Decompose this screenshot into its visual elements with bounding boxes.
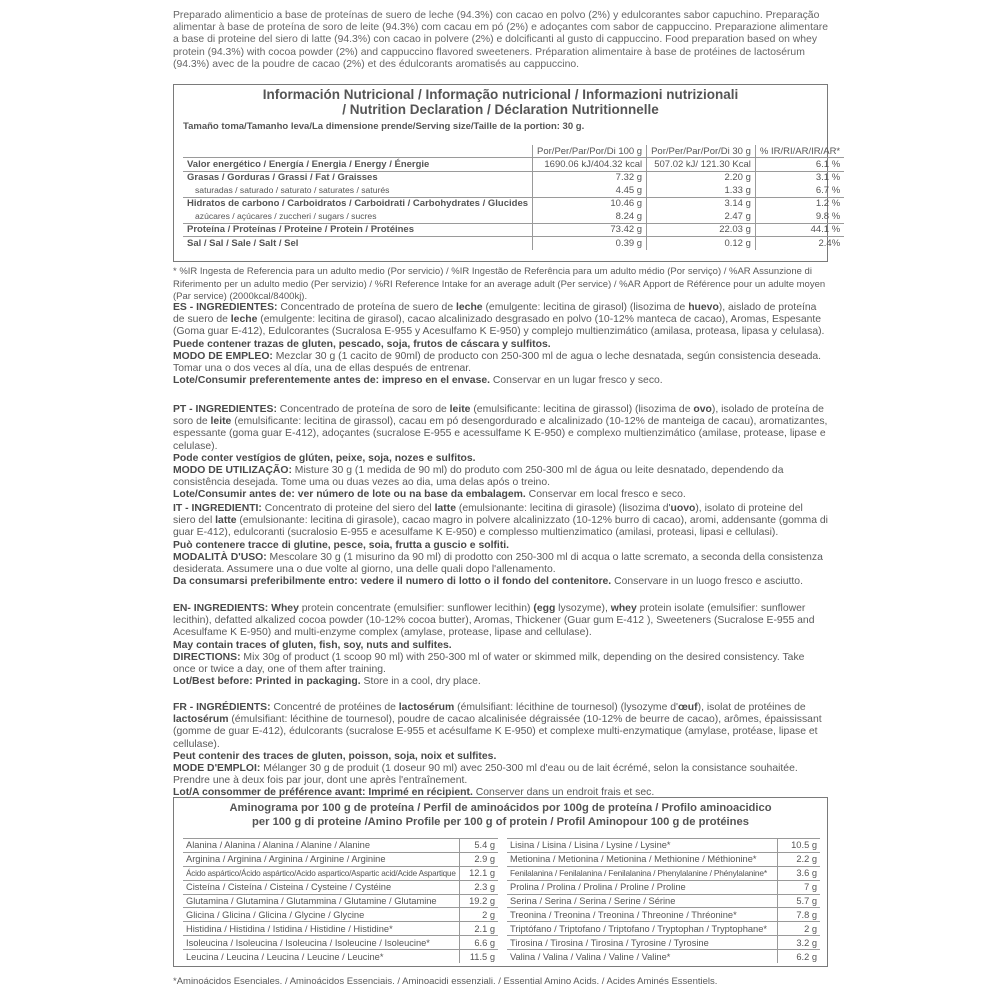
nutrient-value-100g: 4.45 g <box>533 184 647 197</box>
amino-value: 5.4 g <box>459 839 498 853</box>
allergen: leche <box>456 302 483 313</box>
it-ingredients-label: IT - INGREDIENTI: <box>173 503 262 514</box>
table-row <box>183 852 498 866</box>
nutrient-label: saturadas / saturado / saturato / saturates / saturés <box>195 185 390 196</box>
pt-lot-label: Lote/Consumir antes de: ver número de lote ou na base da embalagem. <box>173 489 526 501</box>
pt-text: Concentrado de proteína de soro de <box>276 404 450 415</box>
amino-value: 2 g <box>459 908 498 922</box>
pt-ingredients-label: PT - INGREDIENTES: <box>173 404 277 415</box>
table-row <box>183 866 498 880</box>
amino-name: Tirosina / Tirosina / Tirosina / Tyrosine / Tyrosine <box>507 936 777 950</box>
table-row <box>507 908 820 922</box>
table-row <box>183 184 844 197</box>
nutrition-header-blank <box>183 145 533 158</box>
es-lot-label: Lote/Consumir preferentemente antes de: impreso en el envase. <box>173 375 491 387</box>
allergen: œuf <box>678 702 698 713</box>
nutrient-label: azúcares / açúcares / zuccheri / sugars / sucres <box>195 211 377 222</box>
section-en <box>173 603 828 688</box>
allergen: huevo <box>688 302 719 313</box>
table-row <box>183 171 844 184</box>
allergen: ovo <box>693 404 712 415</box>
pt-text: (emulsificante: lecitina de girassol) (lisozima de <box>470 404 694 415</box>
amino-name: Ácido aspártico/Ácido aspártico/Acido aspartico/Aspartic acid/Acide Aspartique <box>183 866 459 880</box>
allergen: leite <box>210 416 232 428</box>
amino-name: Arginina / Arginina / Arginina / Arginine / Arginine <box>183 852 459 866</box>
fr-usage-text: Mélanger 30 g de produit (1 doseur 90 ml) avec 250-300 ml d'eau ou de lait écrémé, selon la consistance souhaitée. Prendre une à deux fois par jour, dont une après l'entraînement. <box>173 763 798 787</box>
col-per-100g: Por/Per/Par/Por/Di 100 g <box>533 145 647 158</box>
en-traces: May contain traces of gluten, fish, soy, nuts and sulfites. <box>173 639 452 651</box>
pt-traces: Pode conter vestígios de glúten, peixe, soja, nozes e sulfitos. <box>173 452 476 464</box>
amino-value: 5.7 g <box>777 894 820 908</box>
fr-traces: Peut contenir des traces de gluten, poisson, soja, noix et sulfites. <box>173 750 497 762</box>
nutrient-value-30g: 507.02 kJ/ 121.30 Kcal <box>647 158 756 172</box>
amino-name: Triptófano / Triptofano / Triptofano / Tryptophan / Tryptophane* <box>507 922 777 936</box>
amino-name: Isoleucina / Isoleucina / Isoleucina / Isoleucine / Isoleucine* <box>183 936 459 950</box>
amino-value: 6.2 g <box>777 950 820 963</box>
table-row <box>507 936 820 950</box>
amino-value: 2 g <box>777 922 820 936</box>
nutrient-ri: 9.8 % <box>755 210 844 223</box>
amino-name: Valina / Valina / Valina / Valine / Valine* <box>507 950 777 963</box>
nutrient-value-100g: 73.42 g <box>533 223 647 237</box>
fr-lot-label: Lot/A consommer de préférence avant: Imprimé en récipient. <box>173 787 473 799</box>
table-row <box>507 950 820 963</box>
amino-name: Fenilalanina / Fenilalanina / Fenilalanina / Phenylalanine / Phénylalanine* <box>507 866 777 880</box>
es-text: (emulgente: lecitina de girasol), cacao alcalinizado desgrasado en polvo (10-12% manteca de cacao), Aromas, Espesante (Goma guar E-412), Edulcorantes (Sucralosa E-955 y Acesulfamo K E-950) y complejo multienzimático (amilasa, proteasa, lipasa y celulasa). <box>173 314 825 338</box>
section-pt <box>173 404 828 502</box>
amino-name: Treonina / Treonina / Treonina / Threonine / Thréonine* <box>507 908 777 922</box>
en-usage-label: DIRECTIONS: <box>173 651 241 663</box>
allergen: leche <box>230 314 258 326</box>
amino-value: 7.8 g <box>777 908 820 922</box>
en-usage-text: Mix 30g of product (1 scoop 90 ml) with 250-300 ml of water or skimmed milk, depending on the desired consistency. Take once or twice a day, one of them after training. <box>173 651 805 676</box>
aminogram-box <box>173 797 828 967</box>
table-row <box>183 880 498 894</box>
amino-name: Histidina / Histidina / Istidina / Histidine / Histidine* <box>183 922 459 936</box>
en-text: lysozyme), <box>555 603 611 614</box>
amino-name: Lisina / Lisina / Lisina / Lysine / Lysine* <box>507 839 777 853</box>
nutrient-value-100g: 8.24 g <box>533 210 647 223</box>
it-storage-text: Conservare in un luogo fresco e asciutto. <box>611 576 803 588</box>
nutrient-label: Sal / Sal / Sale / Salt / Sel <box>183 237 533 250</box>
amino-value: 3.6 g <box>777 866 820 880</box>
table-row <box>183 936 498 950</box>
it-text: ), isolato di proteine del siero del <box>173 503 803 527</box>
table-row <box>507 922 820 936</box>
amino-name: Serina / Serina / Serina / Serine / Sérine <box>507 894 777 908</box>
amino-footnote: *Aminoácidos Esenciales. / Aminoácidos Essenciais. / Aminoacidi essenziali. / Essential Amino Acids. / Acides Aminés Essentiels. <box>173 976 718 987</box>
amino-value: 2.1 g <box>459 922 498 936</box>
allergen: Whey <box>268 603 299 614</box>
pt-usage-text: Misture 30 g (1 medida de 90 ml) do produto com 250-300 ml de água ou leite desnatado, dependendo da consistência desejada. Tome uma ou duas vezes ao dia, uma delas após o treino. <box>173 465 784 489</box>
es-traces: Puede contener trazas de gluten, pescado, soja, frutos de cáscara y sulfitos. <box>173 338 551 350</box>
fr-text: ), isolat de protéines de <box>697 702 806 713</box>
aminogram-title-line2: per 100 g di proteine /Amino Profile per 100 g of protein / Profil Aminopour 100 g de protéines <box>252 816 749 828</box>
allergen: whey <box>610 603 637 614</box>
amino-value: 3.2 g <box>777 936 820 950</box>
nutrient-ri: 44.1 % <box>755 223 844 237</box>
section-fr <box>173 702 828 800</box>
it-text: (emulsionante: lecitina di girasole), cacao magro in polvere alcalinizzato (10-12% burro di cacao), aromi, addensante (gomma di guar E-412), edulcoranti (sucralosio E-955 e acesulfame K E-950) e complesso multienzimatico (amilasi, proteasi, lipasi e cellulasi). <box>173 515 828 539</box>
nutrient-ri: 2.4% <box>755 237 844 250</box>
serving-size: Tamaño toma/Tamanho leva/La dimensione prende/Serving size/Taille de la portion: 30 g. <box>183 121 585 132</box>
pt-usage-label: MODO DE UTILIZAÇÃO: <box>173 465 292 477</box>
nutrition-table <box>183 145 844 250</box>
allergen: (egg <box>533 603 556 614</box>
section-es <box>173 302 828 387</box>
table-row <box>183 197 844 210</box>
pt-text: (emulsificante: lecitina de girassol), cacau em pó desengordurado e alcalinizado (10-12% de manteiga de cacau), aromatizantes, espessante (goma guar E-412), adoçantes (sucralose E-955 e acessulfame K E-950) e complexo multienzimático (amilase, protease, lipase e celulase). <box>173 416 828 452</box>
amino-value: 19.2 g <box>459 894 498 908</box>
en-ingredients-label: EN- INGREDIENTS: <box>173 603 269 614</box>
amino-value: 2.9 g <box>459 852 498 866</box>
it-usage-text: Mescolare 30 g (1 misurino da 90 ml) di prodotto con 250-300 ml di acqua o latte scremato, a seconda della consistenza desiderata. Assumere una o due volte al giorno, una delle quali dopo l'allenamento. <box>173 551 823 576</box>
nutrient-value-30g: 1.33 g <box>647 184 756 197</box>
col-ri: % IR/RI/AR/IR/AR* <box>755 145 844 158</box>
col-per-30g: Por/Per/Par/Por/Di 30 g <box>647 145 756 158</box>
ri-footnote: * %IR Ingesta de Referencia para un adulto medio (Por servicio) / %IR Ingestão de Referência para um adulto médio (Por serviço) / %AR Assunzione di Riferimento per un adulto medio (Per servizio) / %RI Reference Intake for an average adult (Per service) / %AR Apport de Référence pour un adulte moyen (Par service) (2000kcal/8400kj). <box>173 266 826 303</box>
aminogram-title <box>174 801 827 829</box>
table-row <box>507 866 820 880</box>
nutrient-value-100g: 7.32 g <box>533 171 647 184</box>
it-text: Concentrato di proteine del siero del <box>261 503 435 514</box>
fr-storage-text: Conserver dans un endroit frais et sec. <box>472 787 655 799</box>
table-row <box>183 237 844 250</box>
nutrient-ri: 3.1 % <box>755 171 844 184</box>
allergen: lactosérum <box>173 714 229 726</box>
intro-paragraph: Preparado alimenticio a base de proteínas de suero de leche (94.3%) con cacao en polvo (2%) y edulcorantes sabor capuchino. Preparação alimentar à base de proteína de soro de leite (94.3%) com cacau em pó (2%) e adoçantes com sabor de cappuccino. Preparazione alimentare a base di proteine del siero di latte (94.3%) con cacao in polvere (2%) e dolcificanti al gusto di cappuccino. Food preparation based on whey protein (94.3%) with cocoa powder (2%) and cappuccino flavored sweeteners. Préparation alimentaire à base de protéines de lactosérum (94.3%) avec de la poudre de cacao (2%) et des édulcorants aromatisés au cappuccino. <box>173 10 828 70</box>
amino-value: 10.5 g <box>777 839 820 853</box>
nutrition-box <box>173 84 841 262</box>
nutrient-label: Valor energético / Energía / Energia / Energy / Énergie <box>183 158 533 172</box>
amino-value: 11.5 g <box>459 950 498 963</box>
table-row <box>183 223 844 237</box>
table-row <box>183 210 844 223</box>
fr-text: (émulsifiant: lécithine de tournesol) (lysozyme d' <box>454 702 678 713</box>
nutrient-value-30g: 22.03 g <box>647 223 756 237</box>
en-text: protein concentrate (emulsifier: sunflower lecithin) <box>298 603 534 614</box>
en-storage-text: Store in a cool, dry place. <box>360 676 481 688</box>
amino-name: Leucina / Leucina / Leucina / Leucine / Leucine* <box>183 950 459 963</box>
amino-name: Glutamina / Glutamina / Glutammina / Glutamine / Glutamine <box>183 894 459 908</box>
nutrition-header-row <box>183 145 844 158</box>
amino-name: Glicina / Glicina / Glicina / Glycine / Glycine <box>183 908 459 922</box>
table-row <box>183 894 498 908</box>
amino-value: 7 g <box>777 880 820 894</box>
amino-name: Cisteína / Cisteína / Cisteina / Cysteine / Cystéine <box>183 880 459 894</box>
it-text: (emulsionante: lecitina di girasole) (lisozima d' <box>456 503 671 514</box>
nutrition-title-line1: Información Nutricional / Informação nutricional / Informazioni nutrizionali <box>262 87 739 102</box>
fr-usage-label: MODE D'EMPLOI: <box>173 763 261 775</box>
allergen: uovo <box>670 503 696 514</box>
nutrient-label: Hidratos de carbono / Carboidratos / Carboidrati / Carbohydrates / Glucides <box>183 197 533 210</box>
amino-name: Alanina / Alanina / Alanina / Alanine / Alanine <box>183 839 459 853</box>
aminogram-table-left <box>183 838 498 963</box>
en-text: protein isolate (emulsifier: sunflower lecithin), defatted alkalized cocoa powder (10-12% cocoa butter), Aromas, Thickener (Guar gum E-412 ), Sweeteners (Sucralose E-955 and Acesulfame K E-950) and multi-enzyme complex (amylase, protease, lipase and cellulase). <box>173 603 815 639</box>
nutrient-label: Grasas / Gorduras / Grassi / Fat / Graisses <box>183 171 533 184</box>
nutrient-value-100g: 0.39 g <box>533 237 647 250</box>
allergen: latte <box>215 515 237 527</box>
nutrient-ri: 1.2 % <box>755 197 844 210</box>
pt-text: ), isolado de proteína de soro de <box>173 404 824 428</box>
table-row <box>507 852 820 866</box>
table-row <box>507 880 820 894</box>
table-row <box>183 950 498 963</box>
pt-storage-text: Conservar em local fresco e seco. <box>525 489 686 501</box>
allergen: lactosérum <box>398 702 455 713</box>
amino-name: Prolina / Prolina / Prolina / Proline / Proline <box>507 880 777 894</box>
nutrient-value-30g: 0.12 g <box>647 237 756 250</box>
fr-text: Concentré de protéines de <box>270 702 399 713</box>
table-row <box>183 839 498 853</box>
table-row <box>183 908 498 922</box>
es-text: Concentrado de proteína de suero de <box>277 302 456 313</box>
nutrient-value-30g: 2.47 g <box>647 210 756 223</box>
es-usage-text: Mezclar 30 g (1 cacito de 90ml) de producto con 250-300 ml de agua o leche desnatada, según consistencia deseada. Tomar una o dos veces al día, una de ellas después de entrenar. <box>173 350 822 375</box>
nutrient-ri: 6.1 % <box>755 158 844 172</box>
amino-value: 6.6 g <box>459 936 498 950</box>
fr-ingredients-label: FR - INGRÉDIENTS: <box>173 702 271 713</box>
amino-name: Metionina / Metionina / Metionina / Methionine / Méthionine* <box>507 852 777 866</box>
nutrition-title-line2: / Nutrition Declaration / Déclaration Nutritionnelle <box>342 102 659 117</box>
table-row <box>183 922 498 936</box>
amino-value: 12.1 g <box>459 866 498 880</box>
nutrient-ri: 6.7 % <box>755 184 844 197</box>
es-text: ), aislado de proteína de suero de <box>173 302 817 326</box>
nutrition-title <box>174 87 827 117</box>
section-it <box>173 503 828 588</box>
aminogram-title-line1: Aminograma por 100 g de proteína / Perfil de aminoácidos por 100g de proteína / Profilo aminoacidico <box>229 802 772 814</box>
allergen: leite <box>449 404 471 415</box>
allergen: latte <box>434 503 456 514</box>
table-row <box>507 894 820 908</box>
table-row <box>507 839 820 853</box>
es-ingredients-label: ES - INGREDIENTES: <box>173 302 278 313</box>
fr-text: (émulsifiant: lécithine de tournesol), poudre de cacao alcalinisée dégraissée (10-12% de beurre de cacao), arômes, épaississant (gomme de guar E-412), édulcorants (sucralose E-955 et acésulfame K E-950) et complexe multi-enzymatique (amylase, protéase, lipase et cellulase). <box>173 714 822 750</box>
es-usage-label: MODO DE EMPLEO: <box>173 350 273 362</box>
amino-value: 2.3 g <box>459 880 498 894</box>
nutrient-value-100g: 1690.06 kJ/404.32 kcal <box>533 158 647 172</box>
nutrient-value-30g: 2.20 g <box>647 171 756 184</box>
nutrient-label: Proteína / Proteínas / Proteine / Protein / Protéines <box>183 223 533 237</box>
aminogram-table-right <box>507 838 820 963</box>
es-text: (emulgente: lecitina de girasol) (lisozima de <box>482 302 689 313</box>
amino-value: 2.2 g <box>777 852 820 866</box>
es-storage-text: Conservar en un lugar fresco y seco. <box>490 375 663 387</box>
it-usage-label: MODALITÀ D'USO: <box>173 551 267 563</box>
it-lot-label: Da consumarsi preferibilmente entro: vedere il numero di lotto o il fondo del contenitore. <box>173 576 612 588</box>
nutrient-value-30g: 3.14 g <box>647 197 756 210</box>
nutrient-value-100g: 10.46 g <box>533 197 647 210</box>
table-row <box>183 158 844 172</box>
en-lot-label: Lot/Best before: Printed in packaging. <box>173 676 361 688</box>
it-traces: Può contenere tracce di glutine, pesce, soia, frutta a guscio e solfiti. <box>173 539 510 551</box>
